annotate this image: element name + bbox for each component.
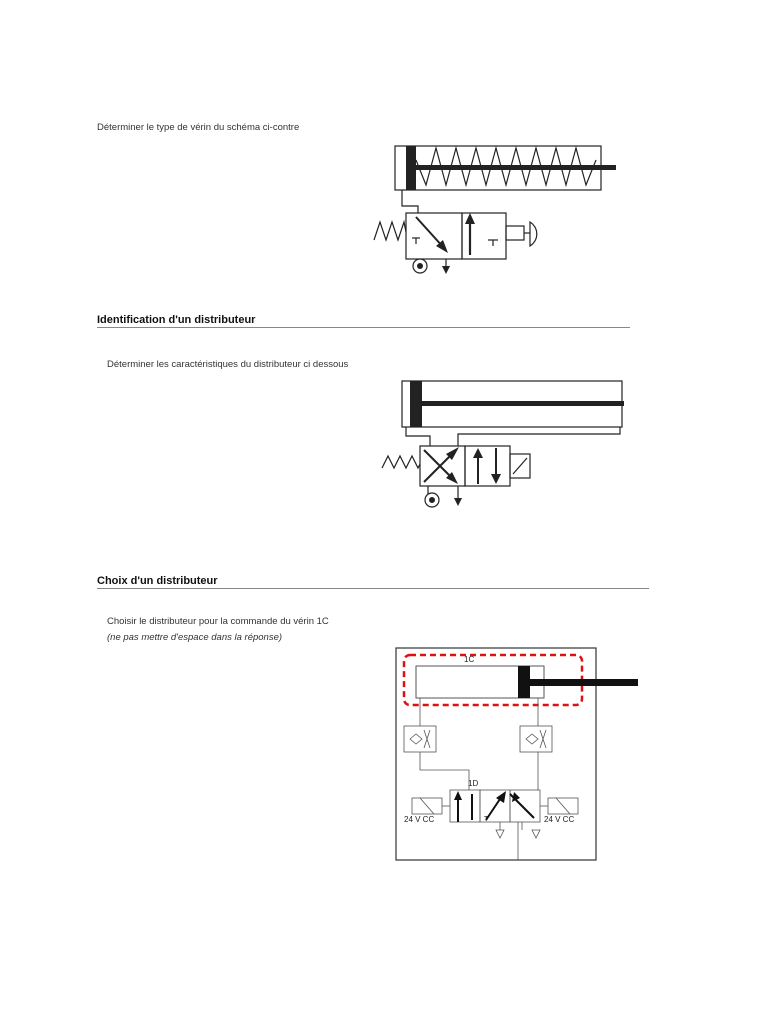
return-spring-icon: [374, 222, 406, 240]
label-24vcc-left: 24 V CC: [404, 815, 435, 824]
piston: [406, 146, 416, 190]
label-24vcc-right: 24 V CC: [544, 815, 575, 824]
pushbutton-icon: [530, 222, 537, 246]
return-spring-icon: [382, 456, 420, 468]
valve-square-right: [465, 446, 510, 486]
question-valve-characteristics: Déterminer les caractéristiques du distributeur ci dessous: [107, 359, 349, 370]
heading-rule-2: [97, 588, 649, 589]
label-port-t: T: [484, 816, 489, 823]
label-1c: 1C: [464, 655, 475, 664]
question-cylinder-type: Déterminer le type de vérin du schéma ci-contre: [97, 122, 300, 133]
diagram-circuit-1c-1d: [394, 646, 644, 866]
piston-rod: [416, 165, 616, 170]
label-1d: 1D: [468, 779, 479, 788]
instruction-no-spaces: (ne pas mettre d'espace dans la réponse): [107, 632, 283, 643]
piston-rod: [422, 401, 624, 406]
diagram-single-acting-cylinder: [370, 140, 620, 280]
question-choose-valve: Choisir le distributeur pour la commande du vérin 1C: [107, 616, 329, 627]
diagram-double-acting-cylinder: [370, 376, 640, 516]
piston: [410, 381, 422, 427]
heading-choice: Choix d'un distributeur: [97, 575, 218, 587]
heading-rule-1: [97, 327, 630, 328]
heading-identification: Identification d'un distributeur: [97, 314, 256, 326]
